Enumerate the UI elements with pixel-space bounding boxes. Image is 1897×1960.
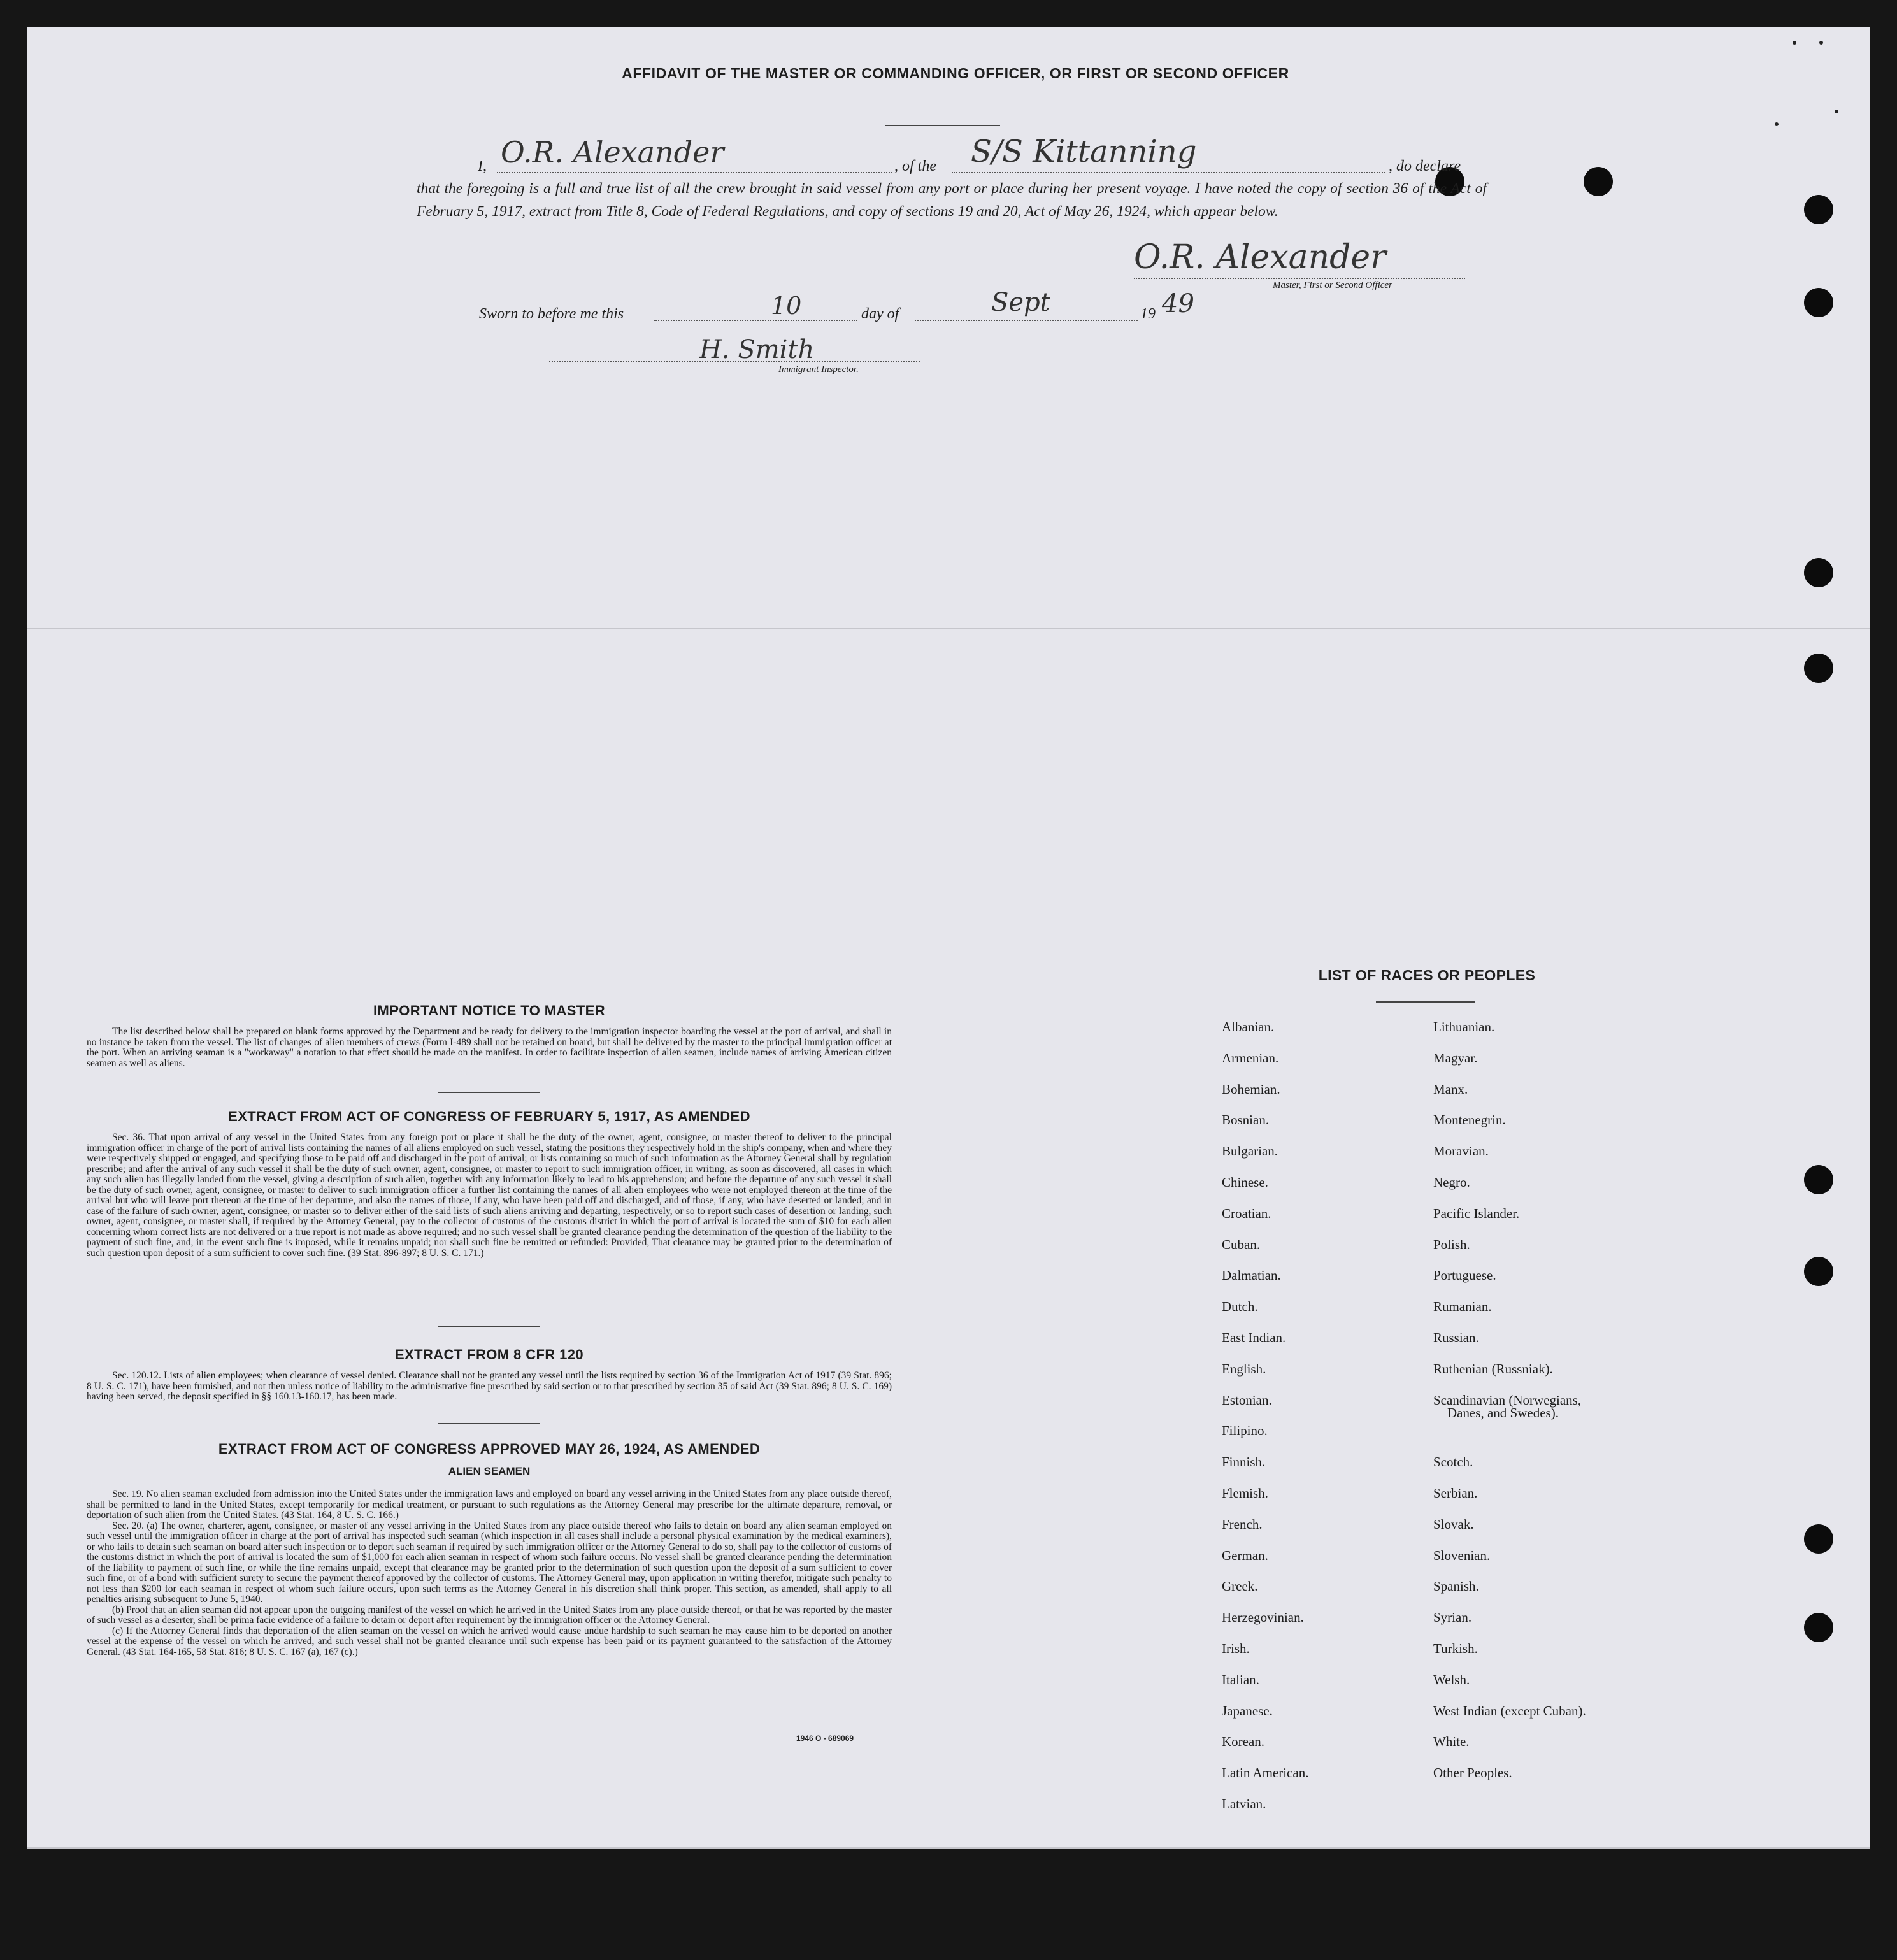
- punch-hole: [1804, 1524, 1833, 1554]
- sworn-year-handwritten: 49: [1162, 289, 1194, 318]
- race-item: Albanian.: [1222, 1019, 1275, 1034]
- speck: [1793, 41, 1796, 45]
- notice-title: IMPORTANT NOTICE TO MASTER: [373, 1003, 606, 1019]
- inspector-line: [549, 361, 920, 362]
- affidavit-declare-label: , do declare: [1389, 158, 1461, 175]
- punch-hole: [1804, 288, 1833, 317]
- punch-hole: [1804, 558, 1833, 587]
- race-item: Flemish.: [1222, 1485, 1268, 1501]
- sworn-year-prefix: 19: [1140, 306, 1156, 322]
- race-item: Ruthenian (Russniak).: [1433, 1361, 1553, 1377]
- race-item: Other Peoples.: [1433, 1765, 1512, 1781]
- extract-cfr-text: [87, 1371, 892, 1422]
- extract-1917-paragraph: Sec. 36. That upon arrival of any vessel in the United States from any foreign port or place it shall be the duty of the owner, agent, consignee, or master thereof to deliver to the principal immigration officer in charge of the port of arrival lists containing the names of all aliens employed on such vessel, stating the positions they respectively hold in the ship's company, when and where they were respectively shipped or engaged, and specifying those to be paid off and discharged in the port of arrival; or lists containing so much of such information as the Attorney General shall by regulation prescribe; and after the arrival of any such vessel it shall be the duty of such owner, agent, consignee, or master to report to such immigration officer, in writing, as soon as discovered, all cases in which any such alien has illegally landed from the vessel, giving a description of such alien, together with any information likely to lead to his apprehension; and before the departure of any such vessel it shall be the duty of such owner, agent, consignee, or master to deliver to such immigration officer a further list containing the names of all alien employees who were not employed thereon at the time of the arrival but who will leave port thereon at the time of her departure, and also the names of those, if any, who have been paid off and discharged, and of those, if any, who have deserted or landed; and in case of the failure of such owner, agent, consignee, or master so to deliver either of the said lists of such aliens arriving and departing, respectively, or so to report such cases of desertion or landing, such owner, agent, consignee, or master shall, if required by the Attorney General, pay to the collector of customs of the customs district in which the port of arrival is located the sum of $10 for each alien concerning whom correct lists are not delivered or a true report is not made as above required; and no such vessel shall be granted clearance pending the determination of the question of the liability to the payment of such fine, and, in the event such fine is imposed, while it remains unpaid; nor shall such fine be remitted or refunded: Provided, That clearance may be granted prior to the determination of such question upon deposit of a sum sufficient to cover such fine. (39 Stat. 896-897; 8 U. S. C. 171.): [87, 1133, 892, 1259]
- race-item: West Indian (except Cuban).: [1433, 1703, 1586, 1719]
- race-item: Scandinavian (Norwegians,: [1433, 1392, 1582, 1408]
- extract-1917-text: [87, 1133, 892, 1317]
- race-item: Spanish.: [1433, 1578, 1479, 1594]
- race-item: Finnish.: [1222, 1454, 1266, 1470]
- race-item: Estonian.: [1222, 1392, 1272, 1408]
- print-code: 1946 O - 689069: [796, 1734, 854, 1743]
- race-item: Manx.: [1433, 1081, 1468, 1097]
- race-item: Serbian.: [1433, 1485, 1478, 1501]
- sworn-month-handwritten: Sept: [991, 288, 1050, 317]
- race-item: Moravian.: [1433, 1143, 1489, 1159]
- race-item: Syrian.: [1433, 1610, 1472, 1626]
- vessel-name-handwritten: S/S Kittanning: [971, 134, 1197, 169]
- punch-hole: [1804, 654, 1833, 683]
- race-item: Armenian.: [1222, 1050, 1279, 1066]
- master-name-handwritten: O.R. Alexander: [501, 135, 724, 169]
- race-item: Italian.: [1222, 1671, 1259, 1687]
- race-item: Slovak.: [1433, 1516, 1474, 1532]
- sec19-paragraph: Sec. 19. No alien seaman excluded from admission into the United States under the immigration laws and employed on board any vessel arriving in the United States from any place outside thereof, shall be permitted to land in the United States, except temporarily for medical treatment, or pursuant to such regulations as the Attorney General may prescribe for the ultimate departure, removal, or deportation of such alien from the United States. (43 Stat. 164, 8 U. S. C. 166.): [87, 1489, 892, 1520]
- punch-hole: [1804, 195, 1833, 224]
- sworn-day-handwritten: 10: [771, 292, 802, 320]
- race-item: Korean.: [1222, 1734, 1265, 1750]
- race-item: Polish.: [1433, 1236, 1470, 1252]
- race-item: German.: [1222, 1547, 1268, 1563]
- divider: [438, 1326, 540, 1327]
- extract-cfr-title: EXTRACT FROM 8 CFR 120: [394, 1347, 584, 1363]
- name-blank-line: [497, 172, 892, 173]
- sworn-prefix: Sworn to before me this: [479, 306, 624, 322]
- inspector-signature: H. Smith: [699, 335, 815, 364]
- extract-1924-text: [87, 1489, 892, 1729]
- page-bottom-edge: [27, 1847, 1870, 1849]
- sworn-day-of: day of: [861, 306, 899, 322]
- race-item: Cuban.: [1222, 1236, 1261, 1252]
- notice-paragraph: The list described below shall be prepared on blank forms approved by the Department and be ready for delivery to the immigration inspector boarding the vessel at the port of arrival, and shall in no instance be taken from the vessel. The list of changes of alien members of crews (Form I-489 shall not be retained on board, but shall be delivered by the master to the principal immigration officer at the port. When an arriving seaman is a "workaway" a notation to that effect should be made on the manifest. In order to facilitate inspection of alien seamen, include names of arriving American citizen seamen as well as aliens.: [87, 1027, 892, 1069]
- race-item: Bulgarian.: [1222, 1143, 1278, 1159]
- race-item: English.: [1222, 1361, 1266, 1377]
- notice-text: [87, 1027, 892, 1091]
- vessel-blank-line: [952, 172, 1385, 173]
- divider: [885, 125, 1000, 126]
- race-item: East Indian.: [1222, 1330, 1286, 1345]
- race-item: White.: [1433, 1734, 1470, 1750]
- race-item: Slovenian.: [1433, 1547, 1491, 1563]
- race-item: Magyar.: [1433, 1050, 1478, 1066]
- race-item: Scotch.: [1433, 1454, 1473, 1470]
- race-item: Rumanian.: [1433, 1299, 1492, 1315]
- punch-hole: [1804, 1613, 1833, 1642]
- race-item: Portuguese.: [1433, 1268, 1496, 1284]
- race-item: Bosnian.: [1222, 1112, 1270, 1128]
- sec20b-paragraph: (b) Proof that an alien seaman did not appear upon the outgoing manifest of the vessel on which he arrived in the United States from any place outside thereof, or that he was reported by the master of such vessel as a deserter, shall be prima facie evidence of a failure to detain or deport after requirement by the immigration officer or the Attorney General.: [87, 1604, 892, 1626]
- extract-1924-subtitle: ALIEN SEAMEN: [448, 1465, 531, 1477]
- race-item: Japanese.: [1222, 1703, 1273, 1719]
- race-item: Welsh.: [1433, 1671, 1470, 1687]
- page-fold-line: [27, 628, 1870, 629]
- race-item: Herzegovinian.: [1222, 1610, 1304, 1626]
- sworn-month-line: [915, 320, 1138, 321]
- race-item: Pacific Islander.: [1433, 1205, 1520, 1221]
- race-item: Latvian.: [1222, 1796, 1266, 1812]
- race-item: French.: [1222, 1516, 1263, 1532]
- race-item: Montenegrin.: [1433, 1112, 1506, 1128]
- affidavit-of-the-label: , of the: [894, 158, 936, 175]
- race-item: Croatian.: [1222, 1205, 1271, 1221]
- speck: [1775, 122, 1779, 126]
- race-item: Negro.: [1433, 1175, 1470, 1190]
- speck: [1835, 110, 1838, 113]
- affidavit-statement: that the foregoing is a full and true list of all the crew brought in said vessel from any port or place during her present voyage. I have noted the copy of section 36 of the Act of February 5, 1917, extract from Title 8, Code of Federal Regulations, and copy of sections 19 and 20, Act of May 26, 1924, which appear below.: [417, 180, 1487, 220]
- race-item: Latin American.: [1222, 1765, 1309, 1781]
- punch-hole: [1584, 167, 1613, 196]
- race-item: Danes, and Swedes).: [1447, 1405, 1559, 1420]
- punch-hole: [1804, 1165, 1833, 1194]
- master-signature: O.R. Alexander: [1134, 238, 1387, 276]
- affidavit-i-label: I,: [478, 158, 487, 175]
- race-item: Filipino.: [1222, 1423, 1268, 1439]
- punch-hole: [1804, 1257, 1833, 1286]
- extract-1917-title: EXTRACT FROM ACT OF CONGRESS OF FEBRUARY 5, 1917, AS AMENDED: [228, 1108, 750, 1124]
- race-item: Russian.: [1433, 1330, 1479, 1345]
- divider: [438, 1423, 540, 1424]
- extract-1924-title: EXTRACT FROM ACT OF CONGRESS APPROVED MAY 26, 1924, AS AMENDED: [218, 1441, 761, 1457]
- affidavit-title: AFFIDAVIT OF THE MASTER OR COMMANDING OFFICER, OR FIRST OR SECOND OFFICER: [622, 65, 1289, 82]
- race-item: Greek.: [1222, 1578, 1258, 1594]
- speck: [1819, 41, 1823, 45]
- races-title: LIST OF RACES OR PEOPLES: [1318, 967, 1536, 984]
- signature-caption: Master, First or Second Officer: [1273, 280, 1392, 290]
- divider: [438, 1092, 540, 1093]
- race-item: Irish.: [1222, 1641, 1250, 1656]
- race-item: Lithuanian.: [1433, 1019, 1495, 1034]
- race-item: Dalmatian.: [1222, 1268, 1281, 1284]
- signature-line: [1134, 278, 1465, 279]
- extract-cfr-paragraph: Sec. 120.12. Lists of alien employees; when clearance of vessel denied. Clearance shall not be granted any vessel until the lists required by section 36 of the Immigration Act of 1917 (39 Stat. 896; 8 U. S. C. 171), have been furnished, and not then unless notice of liability to the administrative fine prescribed by said section or to that prescribed by section 35 of said Act (39 Stat. 896; 8 U. S. C. 169) having been served, the deposit specified in §§ 160.13-160.17, has been made.: [87, 1371, 892, 1402]
- sworn-day-line: [654, 320, 857, 321]
- race-item: Chinese.: [1222, 1175, 1268, 1190]
- race-item: Turkish.: [1433, 1641, 1478, 1656]
- sec20c-paragraph: (c) If the Attorney General finds that deportation of the alien seaman on the vessel on which he arrived would cause undue hardship to such seaman he may cause him to be deported on another vessel at the expense of the vessel on which he arrived, and such vessel shall not be granted clearance until such expense has been paid or its payment guaranteed to the satisfaction of the Attorney General. (43 Stat. 164-165, 58 Stat. 816; 8 U. S. C. 167 (a), 167 (c).): [87, 1625, 892, 1657]
- inspector-caption: Immigrant Inspector.: [778, 364, 859, 375]
- race-item: Bohemian.: [1222, 1081, 1280, 1097]
- sec20a-paragraph: Sec. 20. (a) The owner, charterer, agent, consignee, or master of any vessel arriving in the United States from any place outside thereof who fails to detain on board any alien seaman employed on such vessel until the immigration officer in charge at the port of arrival has inspected such seaman (which inspection in all cases shall include a personal physical examination by the medical examiners), or who fails to detain such seaman on board after such inspection or to deport such seaman if required by such immigration officer or the Attorney General to do so, shall pay to the collector of customs of the customs district in which the port of arrival is located the sum of $1,000 for each alien seaman in respect of whom such failure occurs. No vessel shall be granted clearance pending the determination of the liability to payment of such fine, or while the fine remains unpaid, except that clearance may be granted prior to the determination of such question upon the deposit of a sum sufficient to cover such fine, or of a bond with sufficient surety to secure the payment thereof approved by the collector of customs. The Attorney General may, upon application in writing therefor, mitigate such penalty to not less than $200 for each seaman in respect of whom such failure occurs, upon such terms as the Attorney General in his discretion shall think proper. This section, as amended, shall apply to all penalties arising subsequent to June 5, 1940.: [87, 1520, 892, 1605]
- divider: [1376, 1001, 1475, 1003]
- race-item: Dutch.: [1222, 1299, 1258, 1315]
